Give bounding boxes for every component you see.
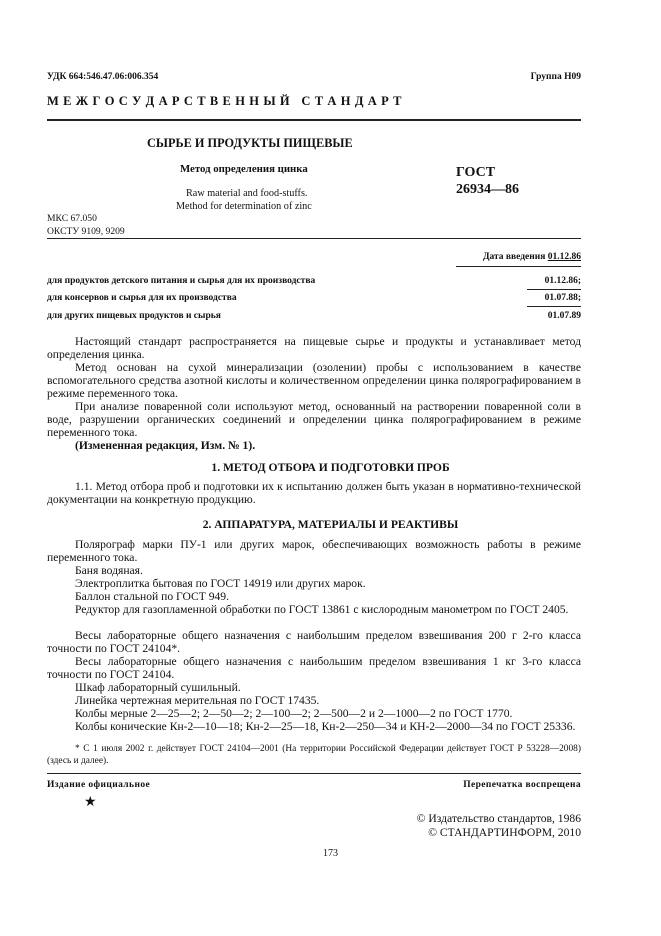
date-row <box>47 276 581 286</box>
title-divider <box>47 238 581 239</box>
equipment-item: Баня водяная. <box>75 564 143 577</box>
gost-label: ГОСТ <box>456 165 496 180</box>
english-title-line1: Raw material and food-stuffs. <box>186 188 308 199</box>
equipment-item: Полярограф марки ПУ-1 или других марок, обеспечивающих возможность работы в режиме переменного тока. <box>47 538 581 565</box>
date-row-label: для консервов и сырья для их производства <box>47 293 237 303</box>
intro-date-value: 01.12.86 <box>547 252 581 262</box>
equipment-item: Шкаф лабораторный сушильный. <box>75 681 241 694</box>
reprint-prohibited: Перепечатка воспрещена <box>463 780 581 790</box>
gost-number: 26934—86 <box>456 182 519 197</box>
equipment-item: Колбы конические Кн-2—10—18; Кн-2—25—18, Кн-2—250—34 и КН-2—2000—34 по ГОСТ 25336. <box>75 720 576 733</box>
footnote: * С 1 июля 2002 г. действует ГОСТ 24104—2001 (На территории Российской Федерации действует ГОСТ Р 53228—2008) (здесь и далее). <box>47 744 581 766</box>
date-row-underline <box>527 306 581 307</box>
date-row-value: 01.07.88; <box>544 293 581 303</box>
section-2-heading: 2. АППАРАТУРА, МАТЕРИАЛЫ И РЕАКТИВЫ <box>202 518 459 531</box>
date-row-value: 01.12.86; <box>544 276 581 286</box>
date-row-value: 01.07.89 <box>547 311 581 321</box>
group-code: Группа Н09 <box>530 72 581 82</box>
udk-code: УДК 664:546.47.06:006.354 <box>47 72 159 82</box>
equipment-item: Колбы мерные 2—25—2; 2—50—2; 2—100—2; 2—500—2 и 2—1000—2 по ГОСТ 1770. <box>75 707 513 720</box>
date-row <box>47 293 581 303</box>
section-1-heading: 1. МЕТОД ОТБОРА И ПОДГОТОВКИ ПРОБ <box>211 461 450 474</box>
equipment-item: Редуктор для газопламенной обработки по ГОСТ 13861 с кислородным манометром по ГОСТ 2405. <box>75 603 569 616</box>
intro-paragraph-1: Настоящий стандарт распространяется на пищевые сырье и продукты и устанавливает метод определения цинка. <box>47 335 581 362</box>
copyright-publisher: © Издательство стандартов, 1986 <box>416 812 581 825</box>
official-edition: Издание официальное <box>47 780 151 790</box>
equipment-item: Весы лабораторные общего назначения с наибольшим пределом взвешивания 200 г 2-го класса точности по ГОСТ 24104*. <box>47 629 581 656</box>
standard-banner: М Е Ж Г О С У Д А Р С Т В Е Н Н Ы Й С Т А Н Д А Р Т <box>47 94 403 108</box>
intro-date-underline <box>456 266 581 267</box>
date-row-underline <box>527 289 581 290</box>
okstu-code: ОКСТУ 9109, 9209 <box>47 226 125 237</box>
mks-code: МКС 67.050 <box>47 213 97 224</box>
equipment-item: Электроплитка бытовая по ГОСТ 14919 или других марок. <box>75 577 366 590</box>
english-title-line2: Method for determination of zinc <box>176 201 312 212</box>
date-row-label: для продуктов детского питания и сырья для их производства <box>47 276 316 286</box>
intro-paragraph-3: При анализе поваренной соли используют метод, основанный на растворении поваренной соли в воде, разрушении органических соединений и определении цинка полярографированием в режиме переменного тока. <box>47 400 581 440</box>
footnote-spacer <box>47 738 581 739</box>
date-row-label: для других пищевых продуктов и сырья <box>47 311 221 321</box>
section-1-paragraph: 1.1. Метод отбора проб и подготовки их к испытанию должен быть указан в нормативно-технической документации на конкретную продукцию. <box>47 480 581 507</box>
equipment-item: Весы лабораторные общего назначения с наибольшим пределом взвешивания 1 кг 3-го класса точности по ГОСТ 24104. <box>47 655 581 682</box>
intro-date-label: Дата введения <box>482 252 546 262</box>
page-number: 173 <box>323 848 338 859</box>
copyright-standartinform: © СТАНДАРТИНФОРМ, 2010 <box>428 826 581 839</box>
amendment-note: (Измененная редакция, Изм. № 1). <box>75 439 256 452</box>
document-title: СЫРЬЕ И ПРОДУКТЫ ПИЩЕВЫЕ <box>147 136 353 150</box>
equipment-item: Баллон стальной по ГОСТ 949. <box>75 590 229 603</box>
footnote-divider <box>47 773 581 774</box>
date-row <box>47 311 581 321</box>
intro-paragraph-2: Метод основан на сухой минерализации (озолении) пробы с использованием в качестве вспомогательного средства азотной кислоты и количественном определении цинка полярографированием в режиме переменного тока. <box>47 361 581 401</box>
intro-date-block <box>483 252 581 262</box>
equipment-item: Линейка чертежная мерительная по ГОСТ 17435. <box>75 694 320 707</box>
document-subtitle: Метод определения цинка <box>180 163 308 175</box>
star-icon: ★ <box>84 795 97 810</box>
header-divider <box>47 119 581 121</box>
